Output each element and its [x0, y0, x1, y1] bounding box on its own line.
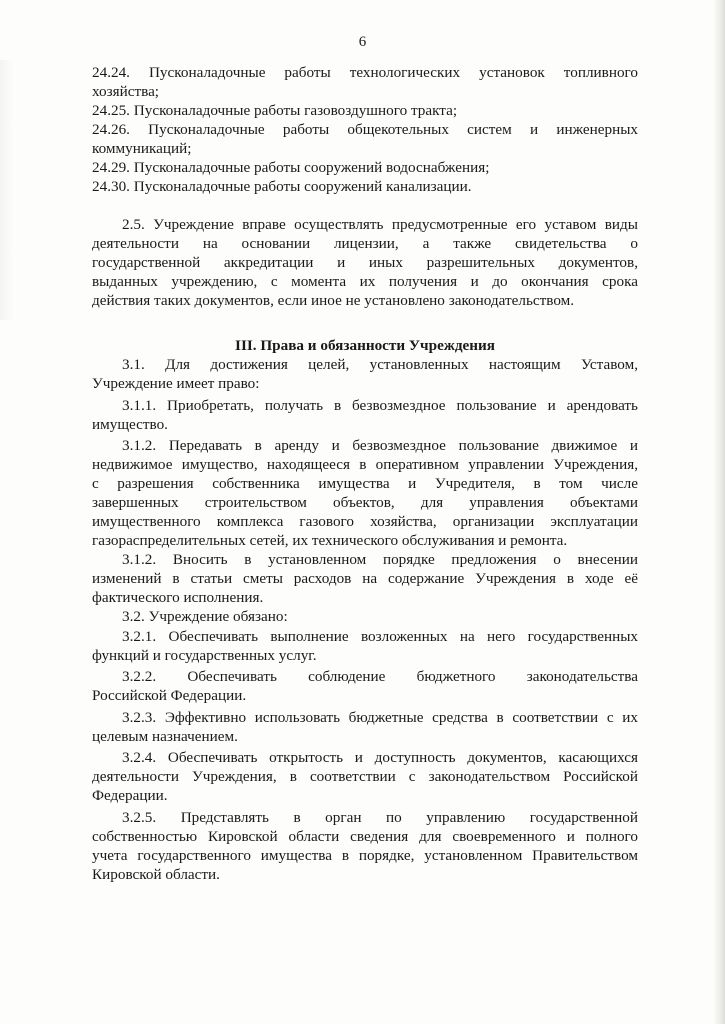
page-number: 6 — [358, 34, 367, 50]
paragraph-line: государственной аккредитации и иных разрешительных документов, — [92, 254, 638, 271]
section-title: III. Права и обязанности Учреждения — [235, 337, 495, 354]
paragraph-line: деятельности на основании лицензии, а также свидетельства о — [92, 235, 638, 252]
paragraph-line: действия таких документов, если иное не установлено законодательством. — [92, 292, 575, 309]
list-line: 24.30. Пусконаладочные работы сооружений канализации. — [92, 178, 472, 195]
section-line: недвижимое имущество, находящееся в оперативном управлении Учреждения, — [92, 456, 638, 473]
section-line: 3.1.2. Передавать в аренду и безвозмездное пользование движимое и — [122, 437, 638, 454]
section-line: 3.1.2. Вносить в установленном порядке предложения о внесении — [122, 551, 638, 568]
section-line: завершенных строительством объектов, для управления объектами — [92, 494, 638, 511]
section-line: 3.2.3. Эффективно использовать бюджетные средства в соответствии с их — [122, 709, 638, 726]
list-line: 24.25. Пусконаладочные работы газовоздушного тракта; — [92, 102, 458, 119]
section-line: 3.2.4. Обеспечивать открытость и доступность документов, касающихся — [122, 749, 638, 766]
section-line: имущественного комплекса газового хозяйства, организации эксплуатации — [92, 513, 638, 530]
section-line: собственностью Кировской области сведения для своевременного и полного — [92, 828, 638, 845]
section-line: учета государственного имущества в порядке, установленном Правительством — [92, 847, 638, 864]
scan-shadow-right — [713, 0, 725, 1024]
section-line: 3.2.1. Обеспечивать выполнение возложенных на него государственных — [122, 628, 638, 645]
section-line: 3.1. Для достижения целей, установленных настоящим Уставом, — [122, 356, 638, 373]
paragraph-line: выданных учреждению, с момента их получения и до окончания срока — [92, 273, 638, 290]
list-line: коммуникаций; — [92, 140, 192, 157]
section-line: Кировской области. — [92, 866, 220, 883]
paragraph-line: 2.5. Учреждение вправе осуществлять предусмотренные его уставом виды — [122, 216, 638, 233]
section-line: 3.2.5. Представлять в орган по управлению государственной — [122, 809, 638, 826]
section-line: Федерации. — [92, 787, 168, 804]
section-line: целевым назначением. — [92, 728, 238, 745]
section-line: функций и государственных услуг. — [92, 647, 317, 664]
section-line: 3.1.1. Приобретать, получать в безвозмездное пользование и арендовать — [122, 397, 638, 414]
list-line: хозяйства; — [92, 83, 160, 100]
section-line: фактического исполнения. — [92, 589, 264, 606]
section-line: Российской Федерации. — [92, 687, 247, 704]
section-line: газораспределительных сетей, их технического обслуживания и ремонта. — [92, 532, 568, 549]
list-line: 24.24. Пусконаладочные работы технологических установок топливного — [92, 64, 638, 81]
list-line: 24.29. Пусконаладочные работы сооружений водоснабжения; — [92, 159, 490, 176]
section-line: 3.2. Учреждение обязано: — [122, 608, 288, 625]
section-line: деятельности Учреждения, в соответствии с законодательством Российской — [92, 768, 638, 785]
scan-shadow-left — [0, 60, 14, 320]
section-line: изменений в статьи сметы расходов на содержание Учреждения в ходе её — [92, 570, 638, 587]
section-line: с разрешения собственника имущества и Учредителя, в том числе — [92, 475, 638, 492]
section-line: имущество. — [92, 416, 168, 433]
list-line: 24.26. Пусконаладочные работы общекотельных систем и инженерных — [92, 121, 638, 138]
section-line: 3.2.2. Обеспечивать соблюдение бюджетного законодательства — [122, 668, 638, 685]
section-line: Учреждение имеет право: — [92, 375, 260, 392]
